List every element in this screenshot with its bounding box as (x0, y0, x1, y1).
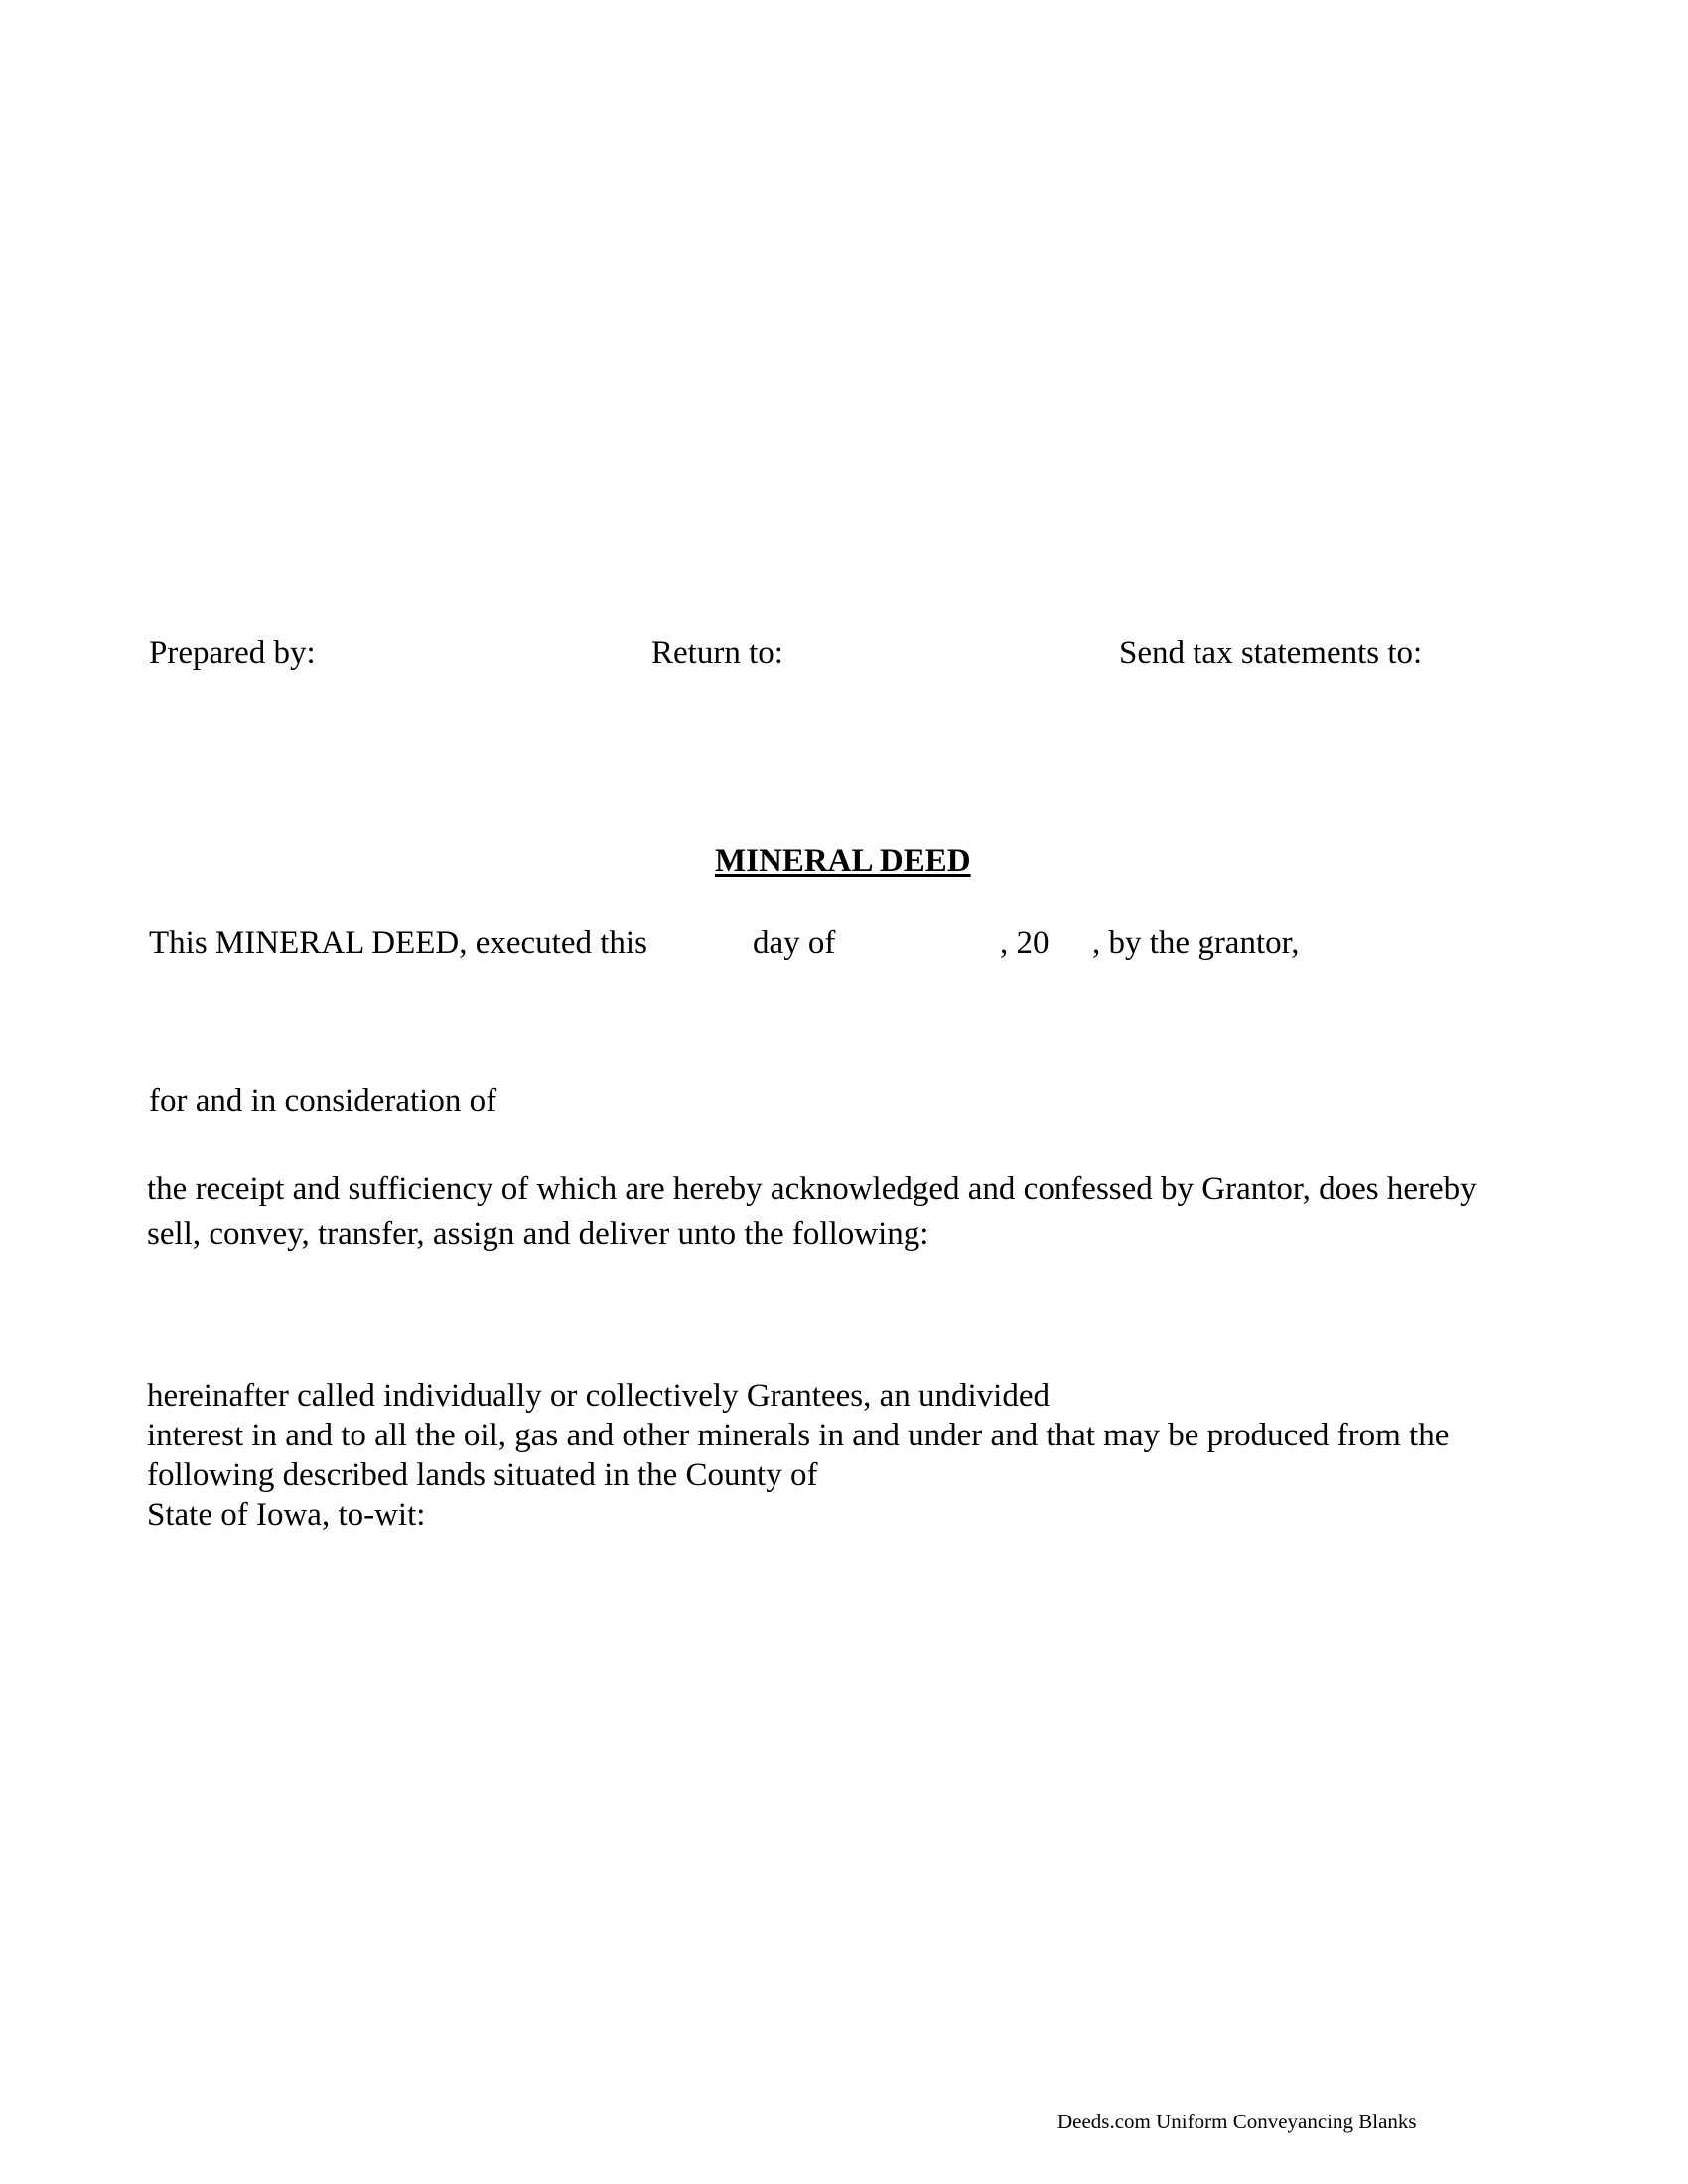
receipt-line-1: the receipt and sufficiency of which are hereby acknowledged and confessed by Grantor, does hereby (147, 1171, 1477, 1207)
consideration-text: for and in consideration of (149, 1083, 497, 1119)
day-of-text: day of (753, 925, 836, 961)
grantees-line-2: interest in and to all the oil, gas and other minerals in and under and that may be produced from the (147, 1418, 1450, 1453)
by-grantor-text: , by the grantor, (1092, 925, 1300, 961)
footer-text: Deeds.com Uniform Conveyancing Blanks (1057, 2110, 1417, 2133)
prepared-by-label: Prepared by: (149, 635, 316, 671)
year-prefix-text: , 20 (1000, 925, 1050, 961)
executed-this-text: This MINERAL DEED, executed this (149, 925, 647, 961)
grantees-line-1: hereinafter called individually or collectively Grantees, an undivided (147, 1378, 1050, 1414)
grantees-line-3: following described lands situated in the County of (147, 1457, 818, 1493)
document-title: MINERAL DEED (715, 843, 971, 879)
receipt-line-2: sell, convey, transfer, assign and deliver unto the following: (147, 1216, 929, 1252)
grantees-line-4: State of Iowa, to-wit: (147, 1497, 426, 1533)
return-to-label: Return to: (651, 635, 783, 671)
send-tax-statements-label: Send tax statements to: (1119, 635, 1423, 671)
